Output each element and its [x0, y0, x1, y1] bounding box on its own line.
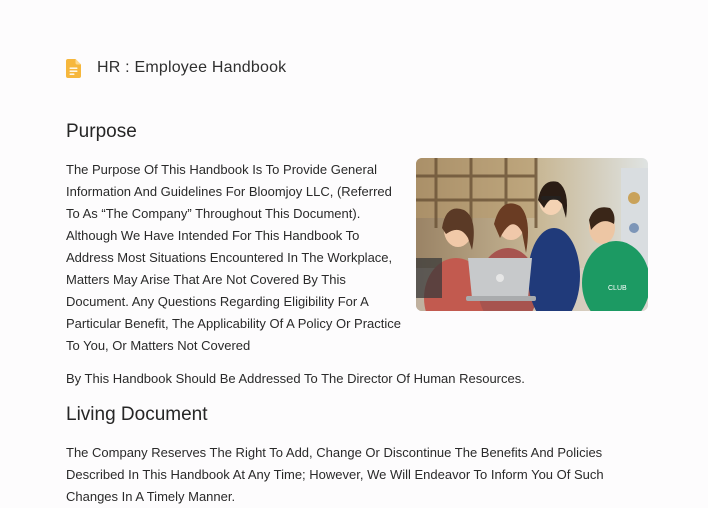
purpose-paragraph: The Purpose Of This Handbook Is To Provide General Information And Guidelines For Bloomjoy LLC, (Referred To As “The Company” Throughout This Document). Although We Have Intended For This Handbook To Address Most Situations Encountered In The Workplace, Matters May Arise That Are Not Covered By This Document. Any Questions Regarding Eligibility For A Particular Benefit, The Applicability Of A Policy Or Practice To You, Or Matters Not Covered	[66, 162, 402, 353]
purpose-paragraph-continued: By This Handbook Should Be Addressed To The Director Of Human Resources.	[66, 371, 525, 386]
section-heading-purpose: Purpose	[66, 121, 137, 142]
section-heading-living-document: Living Document	[66, 404, 208, 425]
document-title: HR : Employee Handbook	[97, 59, 287, 76]
living-document-paragraph: The Company Reserves The Right To Add, Change Or Discontinue The Benefits And Policies Described In This Handbook At Any Time; However, We Will Endeavor To Inform You Of Such Changes In A Timely Manner.	[66, 445, 604, 504]
shirt-text: CLUB	[608, 285, 627, 292]
team-photo	[416, 158, 648, 311]
document-icon	[66, 59, 81, 78]
document-header	[66, 58, 286, 78]
